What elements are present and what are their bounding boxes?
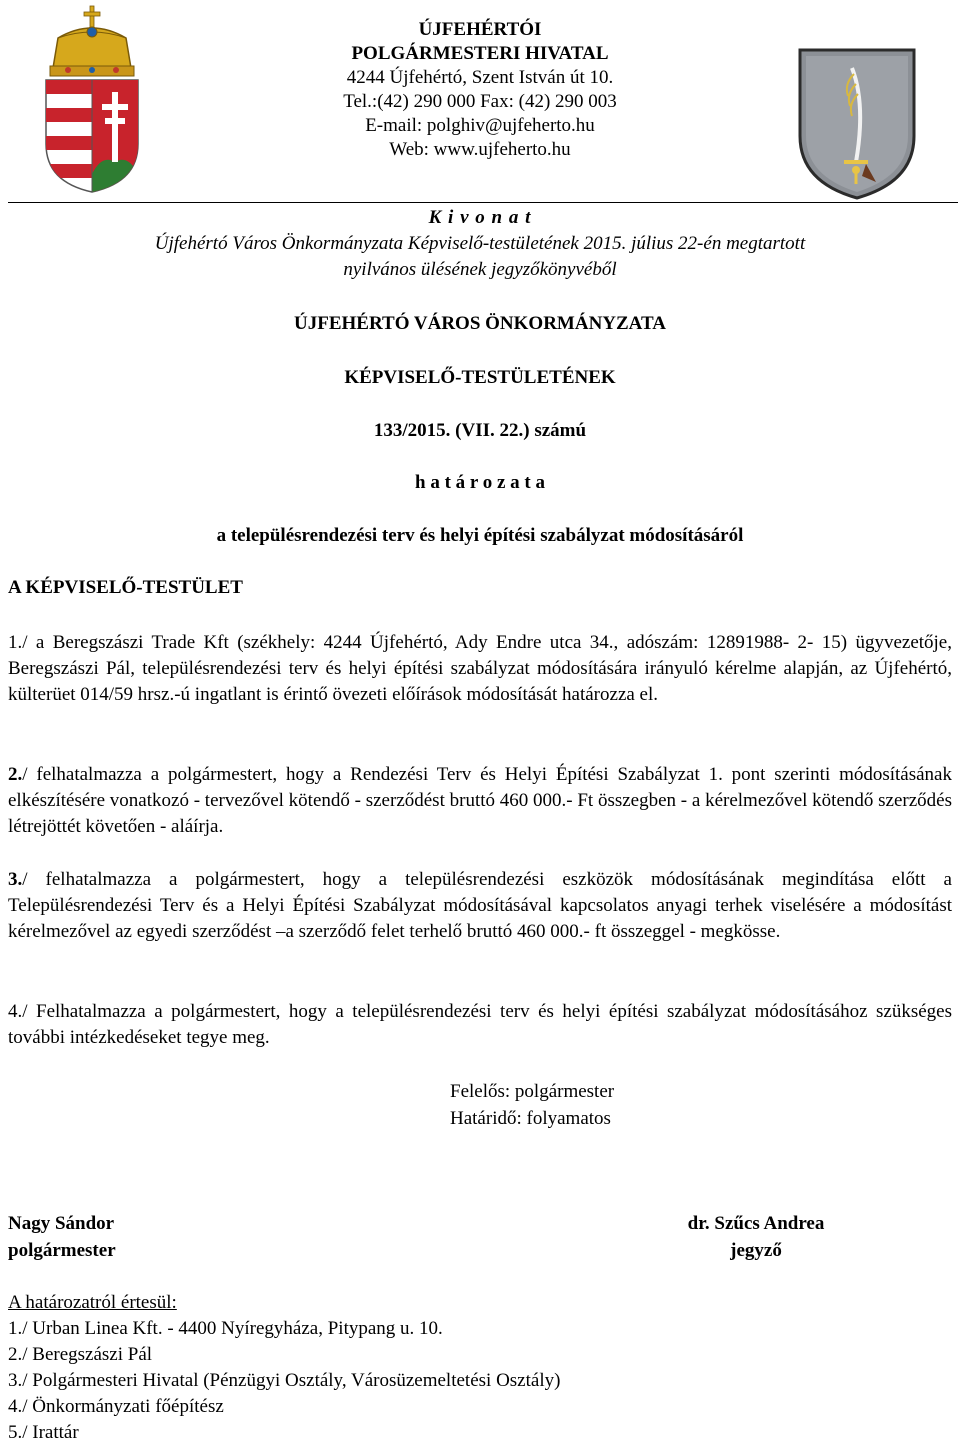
signer-name: dr. Szűcs Andrea	[687, 1213, 825, 1234]
extract-line1: Újfehértó Város Önkormányzata Képviselő-testületének 2015. július 22-én megtartott	[154, 233, 806, 254]
hungarian-coat-of-arms-icon	[38, 4, 146, 194]
resolution-word: h a t á r o z a t a	[415, 472, 545, 493]
office-web: Web: www.ujfeherto.hu	[389, 139, 571, 160]
point-4	[8, 999, 952, 1051]
list-item: 2./ Beregszászi Pál	[8, 1344, 153, 1365]
office-name-line1: ÚJFEHÉRTÓI	[418, 19, 542, 40]
office-address: 4244 Újfehértó, Szent István út 10.	[346, 67, 614, 88]
point-text: / felhatalmazza a polgármestert, hogy a településrendezési eszközök módosításának megindítása előtt a Településrendezési Terv és a Helyi Építési Szabályzat módosításával kapcsolatos anyagi terhek viselésére a módosítást kérelmezővel az egyedi szerződést –a szerződő felet terhelő bruttó 460 000.- ft összeggel - megkösse.	[8, 869, 952, 942]
point-3	[8, 867, 952, 945]
office-phone-fax: Tel.:(42) 290 000 Fax: (42) 290 003	[343, 91, 617, 112]
notification-heading: A határozatról értesül:	[8, 1292, 177, 1313]
notification-list	[8, 1290, 560, 1446]
point-text: / Felhatalmazza a polgármestert, hogy a településrendezési terv és helyi építési szabályzat módosításához szükséges további intézkedéseket tegye meg.	[8, 1001, 952, 1048]
signer-name: Nagy Sándor	[8, 1213, 115, 1234]
list-item: 3./ Polgármesteri Hivatal (Pénzügyi Osztály, Városüzemeltetési Osztály)	[8, 1370, 561, 1391]
office-header	[300, 18, 660, 162]
responsibility-block	[450, 1078, 614, 1132]
point-text: / a Beregszászi Trade Kft (székhely: 4244 Újfehértó, Ady Endre utca 34., adószám: 12891988- 2- 15) ügyvezetője, Beregszászi Pál, településrendezési terv és helyi építési szabályzat módosítására irányuló kérelme alapján, az Újfehértó, külterüet 014/59 hrsz.-ú ingatlant is érintő övezeti előírások módosítását határozza el.	[8, 632, 952, 705]
body-label: A KÉPVISELŐ-TESTÜLET	[8, 577, 243, 598]
deadline: Határidő: folyamatos	[450, 1108, 611, 1129]
point-2	[8, 762, 952, 840]
office-email: E-mail: polghiv@ujfeherto.hu	[365, 115, 595, 136]
extract-heading: K i v o n a t	[428, 207, 532, 228]
signature-mayor	[8, 1210, 116, 1264]
header-divider	[8, 202, 958, 203]
resolution-authority-line1: ÚJFEHÉRTÓ VÁROS ÖNKORMÁNYZATA	[294, 313, 666, 334]
list-item: 4./ Önkormányzati főépítész	[8, 1396, 224, 1417]
point-1	[8, 630, 952, 708]
signer-title: jegyző	[730, 1240, 782, 1261]
resolution-subject: a településrendezési terv és helyi építési szabályzat módosításáról	[216, 525, 744, 546]
list-item: 5./ Irattár	[8, 1422, 79, 1443]
extract-block	[0, 205, 960, 283]
town-coat-of-arms-icon	[796, 44, 918, 200]
point-number: 2.	[8, 764, 23, 785]
signature-notary	[670, 1210, 842, 1264]
resolution-authority-line2: KÉPVISELŐ-TESTÜLETÉNEK	[344, 367, 616, 388]
resolution-number: 133/2015. (VII. 22.) számú	[373, 420, 587, 441]
extract-line2: nyilvános ülésének jegyzőkönyvéből	[343, 259, 617, 280]
point-number: 1.	[8, 632, 23, 653]
list-item: 1./ Urban Linea Kft. - 4400 Nyíregyháza, Pitypang u. 10.	[8, 1318, 443, 1339]
signer-title: polgármester	[8, 1240, 116, 1261]
responsible-person: Felelős: polgármester	[450, 1081, 615, 1102]
office-name-line2: POLGÁRMESTERI HIVATAL	[351, 43, 609, 64]
point-number: 4.	[8, 1001, 23, 1022]
point-number: 3.	[8, 869, 23, 890]
point-text: / felhatalmazza a polgármestert, hogy a Rendezési Terv és Helyi Építési Szabályzat 1. pont szerinti módosításának elkészítésére vonatkozó - tervezővel kötendő - szerződést bruttó 460 000.- Ft összegben - a kérelmezővel kötendő szerződés létrejöttét követően - aláírja.	[8, 764, 952, 837]
